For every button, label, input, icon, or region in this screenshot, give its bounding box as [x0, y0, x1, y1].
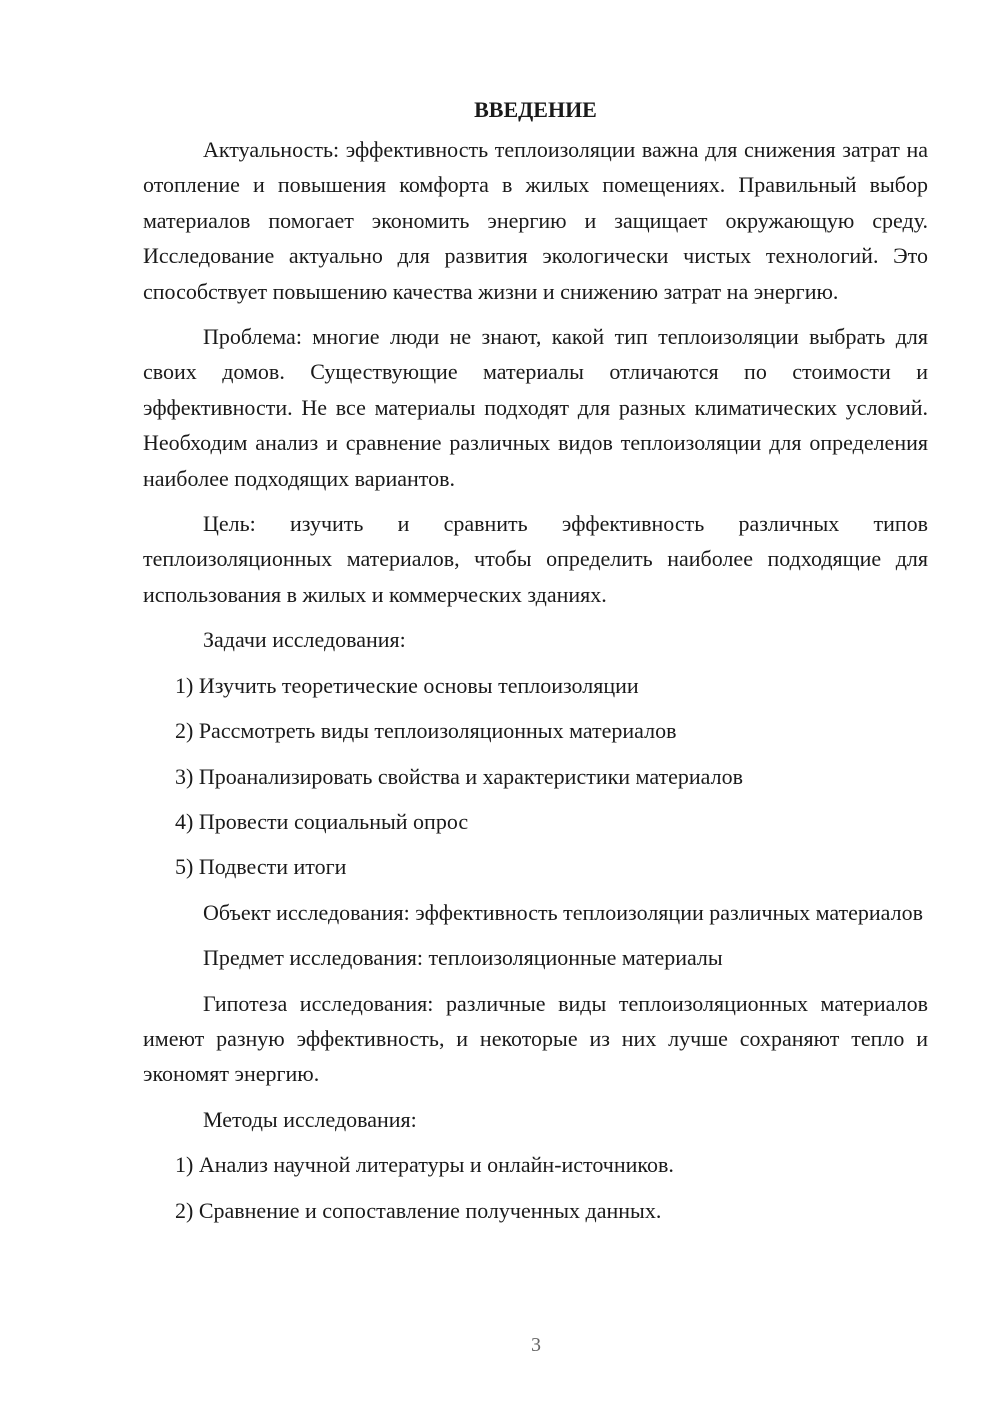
task-item-2: 2) Рассмотреть виды теплоизоляционных материалов: [175, 718, 677, 744]
task-item-5: 5) Подвести итоги: [175, 854, 347, 880]
document-page: [143, 88, 928, 1238]
task-item-4: 4) Провести социальный опрос: [175, 808, 469, 834]
task-item-3: 3) Проанализировать свойства и характеристики материалов: [175, 763, 744, 789]
goal-paragraph: Цель: изучить и сравнить эффективность различных типов теплоизоляционных материалов, чтобы определить наиболее подходящие для использования в жилых и коммерческих зданиях.: [143, 511, 928, 607]
method-item-2: 2) Сравнение и сопоставление полученных данных.: [175, 1197, 662, 1223]
method-item-1: 1) Анализ научной литературы и онлайн-источников.: [175, 1152, 674, 1178]
task-item-1: 1) Изучить теоретические основы теплоизоляции: [175, 672, 639, 698]
methods-heading: Методы исследования:: [203, 1106, 417, 1132]
relevance-paragraph: Актуальность: эффективность теплоизоляции важна для снижения затрат на отопление и повышения комфорта в жилых помещениях. Правильный выбор материалов помогает экономить энергию и защищает окружающую среду. Исследование актуально для развития экологически чистых технологий. Это способствует повышению качества жизни и снижению затрат на энергию.: [143, 137, 928, 304]
page-title: ВВЕДЕНИЕ: [474, 97, 597, 122]
problem-paragraph: Проблема: многие люди не знают, какой тип теплоизоляции выбрать для своих домов. Существующие материалы отличаются по стоимости и эффективности. Не все материалы подходят для разных климатических условий. Необходим анализ и сравнение различных видов теплоизоляции для определения наиболее подходящих вариантов.: [143, 324, 928, 491]
tasks-heading: Задачи исследования:: [203, 627, 406, 653]
hypothesis-paragraph: Гипотеза исследования: различные виды теплоизоляционных материалов имеют разную эффективность, и некоторые из них лучше сохраняют тепло и экономят энергию.: [143, 990, 928, 1087]
subject-paragraph: Предмет исследования: теплоизоляционные материалы: [203, 945, 723, 971]
page-number: 3: [531, 1334, 541, 1356]
object-paragraph: Объект исследования: эффективность теплоизоляции различных материалов: [203, 899, 924, 925]
